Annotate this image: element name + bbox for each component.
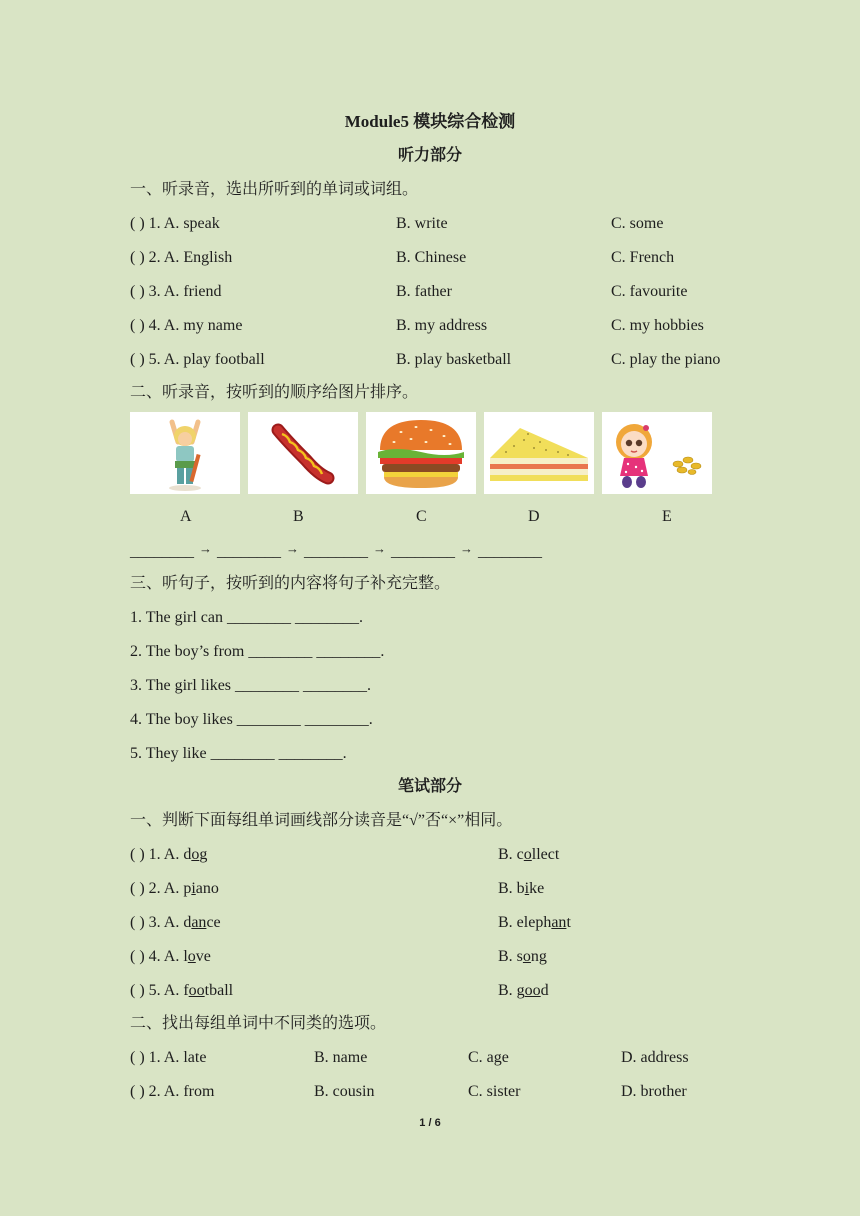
phonics-option-a: ( ) 4. A. love <box>130 948 211 965</box>
phonics-option-b: B. song <box>498 948 547 965</box>
option-c: C. age <box>468 1049 509 1066</box>
picture-label: A <box>180 508 192 525</box>
phonics-option-b: B. elephant <box>498 914 571 931</box>
phonics-option-a: ( ) 1. A. dog <box>130 846 208 863</box>
question-option-c: C. play the piano <box>611 351 721 368</box>
question-option-a: ( ) 5. A. play football <box>130 351 265 368</box>
answer-blank[interactable]: ________ <box>478 543 542 560</box>
picture-label: B <box>293 508 304 525</box>
question-option-b: B. play basketball <box>396 351 512 368</box>
fill-sentence: 1. The girl can ________ ________. <box>130 609 364 626</box>
hamburger-image <box>366 412 476 494</box>
option-a: ( ) 1. A. late <box>130 1049 207 1066</box>
question-option-b: B. Chinese <box>396 249 467 266</box>
option-d: D. brother <box>621 1083 687 1100</box>
answer-blank[interactable]: ________ <box>304 543 368 560</box>
sandwich-image <box>484 412 594 494</box>
writing-s2-instruction: 二、找出每组单词中不同类的选项。 <box>130 1015 387 1032</box>
option-c: C. sister <box>468 1083 521 1100</box>
hot-dog-image <box>248 412 358 494</box>
answer-blank[interactable]: ________ <box>391 543 455 560</box>
fill-sentence: 2. The boy’s from ________ ________. <box>130 643 385 660</box>
girl-jumping-image <box>130 412 240 494</box>
answer-blank[interactable]: ________ <box>217 543 281 560</box>
arrow-icon: → <box>460 541 473 556</box>
question-option-a: ( ) 2. A. English <box>130 249 233 266</box>
picture-label: E <box>662 508 672 525</box>
picture-label: D <box>528 508 540 525</box>
option-d: D. address <box>621 1049 689 1066</box>
listening-s3-instruction: 三、听句子，按听到的内容将句子补充完整。 <box>130 575 451 592</box>
page-number: 1 / 6 <box>419 1117 441 1129</box>
fill-sentence: 4. The boy likes ________ ________. <box>130 711 373 728</box>
arrow-icon: → <box>286 541 299 556</box>
option-b: B. cousin <box>314 1083 375 1100</box>
phonics-option-a: ( ) 3. A. dance <box>130 914 221 931</box>
question-option-c: C. favourite <box>611 283 688 300</box>
answer-blank[interactable]: ________ <box>130 543 194 560</box>
question-option-c: C. French <box>611 249 675 266</box>
picture-label: C <box>416 508 427 525</box>
girl-doll-with-coins-image <box>602 412 712 494</box>
phonics-option-a: ( ) 2. A. piano <box>130 880 219 897</box>
fill-sentence: 3. The girl likes ________ ________. <box>130 677 372 694</box>
phonics-option-b: B. bike <box>498 880 545 897</box>
option-a: ( ) 2. A. from <box>130 1083 215 1100</box>
question-option-b: B. my address <box>396 317 488 334</box>
arrow-icon: → <box>373 541 386 556</box>
phonics-option-a: ( ) 5. A. football <box>130 982 234 999</box>
question-option-a: ( ) 1. A. speak <box>130 215 220 232</box>
question-option-c: C. some <box>611 215 664 232</box>
arrow-icon: → <box>199 541 212 556</box>
writing-s1-instruction: 一、判断下面每组单词画线部分读音是“√”否“×”相同。 <box>130 812 513 829</box>
phonics-option-b: B. collect <box>498 846 560 863</box>
question-option-b: B. father <box>396 283 452 300</box>
question-option-a: ( ) 3. A. friend <box>130 283 222 300</box>
question-option-b: B. write <box>396 215 448 232</box>
listening-s1-instruction: 一、听录音，选出所听到的单词或词组。 <box>130 181 419 198</box>
option-b: B. name <box>314 1049 368 1066</box>
listening-heading: 听力部分 <box>397 147 462 164</box>
question-option-c: C. my hobbies <box>611 317 704 334</box>
writing-heading: 笔试部分 <box>397 778 462 795</box>
phonics-option-b: B. good <box>498 982 549 999</box>
page-title: Module5 模块综合检测 <box>344 112 516 131</box>
listening-s2-instruction: 二、听录音，按听到的顺序给图片排序。 <box>130 384 419 401</box>
fill-sentence: 5. They like ________ ________. <box>130 745 347 762</box>
question-option-a: ( ) 4. A. my name <box>130 317 243 334</box>
